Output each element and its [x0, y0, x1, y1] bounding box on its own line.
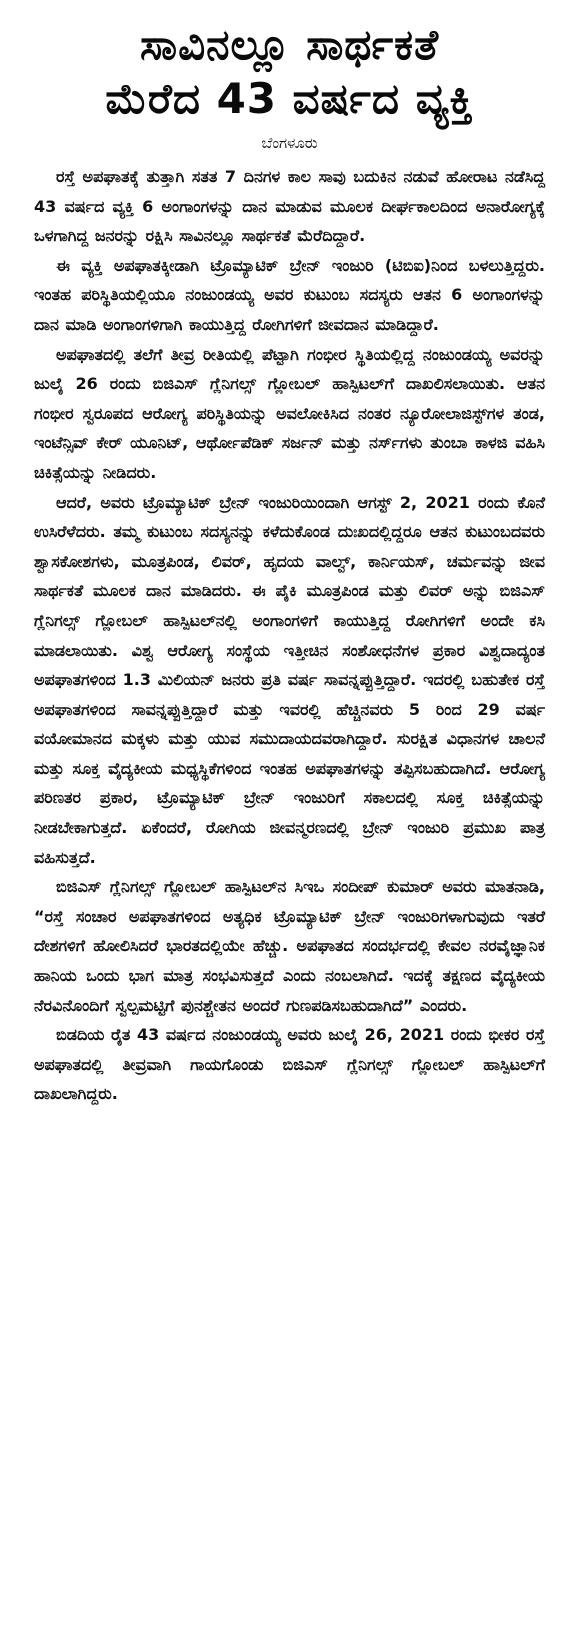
headline	[34, 18, 545, 126]
paragraph-1: ರಸ್ತೆ ಅಪಘಾತಕ್ಕೆ ತುತ್ತಾಗಿ ಸತತ 7 ದಿನಗಳ ಕಾಲ ಸಾವು ಬದುಕಿನ ನಡುವೆ ಹೋರಾಟ ನಡೆಸಿದ್ದ 43 ವರ್ಷದ ವ್ಯಕ್ತಿ 6 ಅಂಗಾಂಗಳನ್ನು ದಾನ ಮಾಡುವ ಮೂಲಕ ದೀರ್ಘಕಾಲದಿಂದ ಅನಾರೋಗ್ಯಕ್ಕೆ ಒಳಗಾಗಿದ್ದ ಜನರನ್ನು ರಕ್ಷಿಸಿ ಸಾವಿನಲ್ಲೂ ಸಾರ್ಥಕತೆ ಮೆರೆದಿದ್ದಾರೆ.	[34, 167, 545, 246]
paragraph-6: ಬಿಡದಿಯ ರೈತ 43 ವರ್ಷದ ನಂಜುಂಡಯ್ಯ ಅವರು ಜುಲೈ 26, 2021 ರಂದು ಭೀಕರ ರಸ್ತೆ ಅಪಘಾತದಲ್ಲಿ ತೀವ್ರವಾಗಿ ಗಾಯಗೊಂಡು ಬಿಜಿಎಸ್ ಗ್ಲೆನಿಗಲ್ಸ್ ಗ್ಲೋಬಲ್ ಹಾಸ್ಪಿಟಲ್‌ಗೆ ದಾಖಲಾಗಿದ್ದರು.	[34, 1025, 545, 1104]
headline-line-2: ಮೆರೆದ 43 ವರ್ಷದ ವ್ಯಕ್ತಿ	[105, 74, 474, 123]
paragraph-3: ಅಪಘಾತದಲ್ಲಿ ತಲೆಗೆ ತೀವ್ರ ರೀತಿಯಲ್ಲಿ ಪೆಟ್ಟಾಗಿ ಗಂಭೀರ ಸ್ಥಿತಿಯಲ್ಲಿದ್ದ ನಂಜುಂಡಯ್ಯ ಅವರನ್ನು ಜುಲೈ 26 ರಂದು ಬಿಜಿಎಸ್ ಗ್ಲೆನಿಗಲ್ಸ್ ಗ್ಲೋಬಲ್ ಹಾಸ್ಪಿಟಲ್‌ಗೆ ದಾಖಲಿಸಲಾಯಿತು. ಆತನ ಗಂಭೀರ ಸ್ವರೂಪದ ಆರೋಗ್ಯ ಪರಿಸ್ಥಿತಿಯನ್ನು ಅವಲೋಕಿಸಿದ ನಂತರ ನ್ಯೂರೋಲಾಜಿಸ್ಟ್‌ಗಳ ತಂಡ, ಇಂಟೆನ್ಸಿವ್ ಕೇರ್ ಯೂನಿಟ್, ಆರ್ಥೋಪೆಡಿಕ್ ಸರ್ಜನ್ ಮತ್ತು ನರ್ಸ್‌ಗಳು ತುಂಬಾ ಕಾಳಜಿ ವಹಿಸಿ ಚಿಕಿತ್ಸೆಯನ್ನು ನೀಡಿದರು.	[34, 344, 545, 482]
paragraph-4: ಆದರೆ, ಅವರು ಟ್ರೊಮ್ಯಾಟಿಕ್ ಬ್ರೇನ್ ಇಂಜುರಿಯಿಂದಾಗಿ ಆಗಸ್ಟ್ 2, 2021 ರಂದು ಕೊನೆ ಉಸಿರೆಳೆದರು. ತಮ್ಮ ಕುಟುಂಬ ಸದಸ್ಯನನ್ನು ಕಳೆದುಕೊಂಡ ದುಃಖದಲ್ಲಿದ್ದರೂ ಆತನ ಕುಟುಂಬದವರು ಶ್ವಾಸಕೋಶಗಳು, ಮೂತ್ರಪಿಂಡ, ಲಿವರ್, ಹೃದಯ ವಾಲ್ವ್, ಕಾರ್ನಿಯಸ್, ಚರ್ಮವನ್ನು ಜೀವ ಸಾರ್ಥಕತೆ ಮೂಲಕ ದಾನ ಮಾಡಿದರು. ಈ ಪೈಕಿ ಮೂತ್ರಪಿಂಡ ಮತ್ತು ಲಿವರ್ ಅನ್ನು ಬಿಜಿಎಸ್ ಗ್ಲೆನಿಗಲ್ಸ್ ಗ್ಲೋಬಲ್ ಹಾಸ್ಪಿಟಲ್‌ನಲ್ಲಿ ಅಂಗಾಂಗಳಿಗೆ ಕಾಯುತ್ತಿದ್ದ ರೋಗಿಗಳಿಗೆ ಅಂದೇ ಕಸಿ ಮಾಡಲಾಯಿತು. ವಿಶ್ವ ಆರೋಗ್ಯ ಸಂಸ್ಥೆಯ ಇತ್ತೀಚಿನ ಸಂಶೋಧನೆಗಳ ಪ್ರಕಾರ ವಿಶ್ವದಾದ್ಯಂತ ಅಪಘಾತಗಳಿಂದ 1.3 ಮಿಲಿಯನ್ ಜನರು ಪ್ರತಿ ವರ್ಷ ಸಾವನ್ನಪ್ಪುತ್ತಿದ್ದಾರೆ. ಇದರಲ್ಲಿ ಬಹುತೇಕ ರಸ್ತೆ ಅಪಘಾತಗಳಿಂದ ಸಾವನ್ನಪ್ಪುತ್ತಿದ್ದಾರೆ ಮತ್ತು ಇವರಲ್ಲಿ ಹೆಚ್ಚಿನವರು 5 ರಿಂದ 29 ವರ್ಷ ವಯೋಮಾನದ ಮಕ್ಕಳು ಮತ್ತು ಯುವ ಸಮುದಾಯದವರಾಗಿದ್ದಾರೆ. ಸುರಕ್ಷಿತ ವಿಧಾನಗಳ ಚಾಲನೆ ಮತ್ತು ಸೂಕ್ತ ವೈದ್ಯಕೀಯ ಮಧ್ಯಸ್ಥಿಕೆಗಳಿಂದ ಇಂತಹ ಅಪಘಾತಗಳನ್ನು ತಪ್ಪಿಸಬಹುದಾಗಿದೆ. ಆರೋಗ್ಯ ಪರಿಣತರ ಪ್ರಕಾರ, ಟ್ರೊಮ್ಯಾಟಿಕ್ ಬ್ರೇನ್ ಇಂಜುರಿಗೆ ಸಕಾಲದಲ್ಲಿ ಸೂಕ್ತ ಚಿಕಿತ್ಸೆಯನ್ನು ನೀಡಬೇಕಾಗುತ್ತದೆ. ಏಕೆಂದರೆ, ರೋಗಿಯ ಜೀವನ್ಮರಣದಲ್ಲಿ ಬ್ರೇನ್ ಇಂಜುರಿ ಪ್ರಮುಖ ಪಾತ್ರ ವಹಿಸುತ್ತದೆ.	[34, 492, 545, 867]
paragraph-5: ಬಿಜಿಎಸ್ ಗ್ಲೆನಿಗಲ್ಸ್ ಗ್ಲೋಬಲ್ ಹಾಸ್ಪಿಟಲ್‌ನ ಸಿಇಒ ಸಂದೀಪ್ ಕುಮಾರ್ ಅವರು ಮಾತನಾಡಿ, “ರಸ್ತೆ ಸಂಚಾರ ಅಪಘಾತಗಳಿಂದ ಅತ್ಯಧಿಕ ಟ್ರೊಮ್ಯಾಟಿಕ್ ಬ್ರೇನ್ ಇಂಜುರಿಗಳಾಗುವುದು ಇತರೆ ದೇಶಗಳಿಗೆ ಹೋಲಿಸಿದರೆ ಭಾರತದಲ್ಲಿಯೇ ಹೆಚ್ಚು. ಅಪಘಾತದ ಸಂದರ್ಭದಲ್ಲಿ ಕೇವಲ ನರವೈಜ್ಞಾನಿಕ ಹಾನಿಯ ಒಂದು ಭಾಗ ಮಾತ್ರ ಸಂಭವಿಸುತ್ತದೆ ಎಂದು ನಂಬಲಾಗಿದೆ. ಇದಕ್ಕೆ ತಕ್ಷಣದ ವೈದ್ಯಕೀಯ ನೆರವಿನೊಂದಿಗೆ ಸ್ವಲ್ಪಮಟ್ಟಿಗೆ ಪುನಶ್ಚೇತನ ಅಂದರೆ ಗುಣಪಡಿಸಬಹುದಾಗಿದೆ” ಎಂದರು.	[34, 877, 545, 1015]
dateline: ಬೆಂಗಳೂರು	[261, 134, 318, 152]
headline-line-1: ಸಾವಿನಲ್ಲೂ ಸಾರ್ಥಕತೆ	[139, 20, 440, 69]
paragraph-2: ಈ ವ್ಯಕ್ತಿ ಅಪಘಾತಕ್ಕೀಡಾಗಿ ಟ್ರೊಮ್ಯಾಟಿಕ್ ಬ್ರೇನ್ ಇಂಜುರಿ (ಟಿಬಿಐ)ನಿಂದ ಬಳಲುತ್ತಿದ್ದರು. ಇಂತಹ ಪರಿಸ್ಥಿತಿಯಲ್ಲಿಯೂ ನಂಜುಂಡಯ್ಯ ಅವರ ಕುಟುಂಬ ಸದಸ್ಯರು ಆತನ 6 ಅಂಗಾಂಗಳನ್ನು ದಾನ ಮಾಡಿ ಅಂಗಾಂಗಳಿಗಾಗಿ ಕಾಯುತ್ತಿದ್ದ ರೋಗಿಗಳಿಗೆ ಜೀವದಾನ ಮಾಡಿದ್ದಾರೆ.	[34, 255, 545, 334]
article-body	[34, 162, 545, 1109]
